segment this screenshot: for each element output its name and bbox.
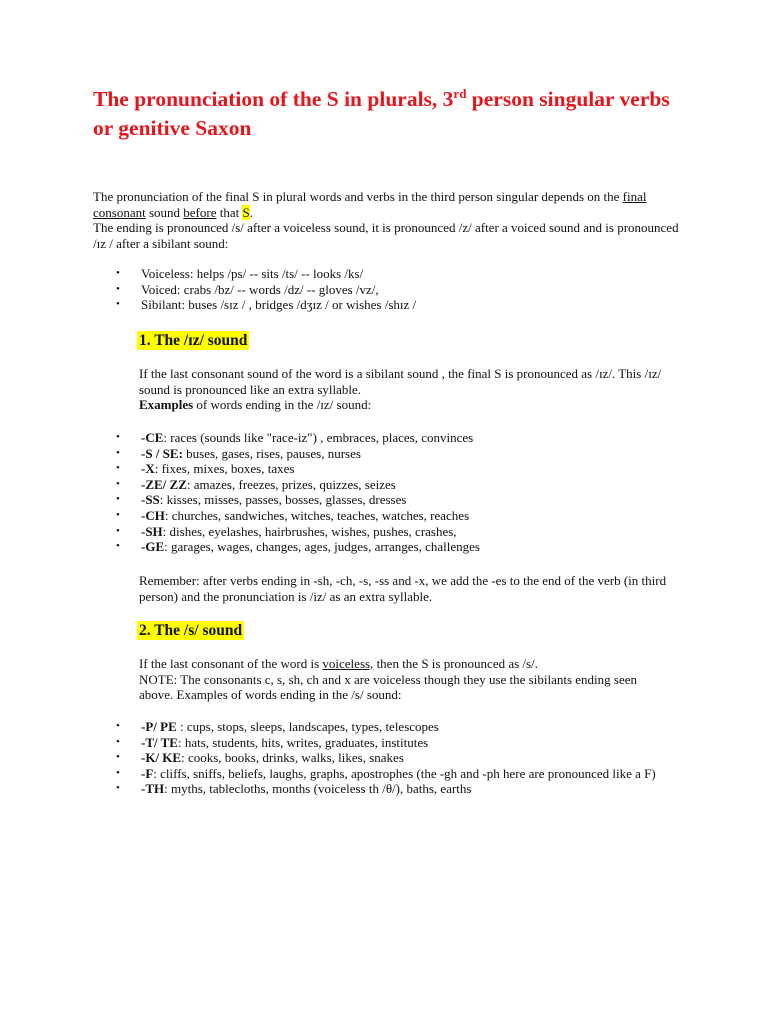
section-1-heading: 1. The /ɪz/ sound bbox=[139, 332, 248, 349]
list-item: • -X: fixes, mixes, boxes, taxes bbox=[116, 461, 676, 477]
list-item: • -CE: races (sounds like "race-iz") , embraces, places, convinces bbox=[116, 430, 676, 446]
list-item: • Voiced: crabs /bz/ -- words /dz/ -- gloves /vz/, bbox=[116, 282, 676, 298]
list-item: • -GE: garages, wages, changes, ages, judges, arranges, challenges bbox=[116, 539, 676, 555]
list-item: • -SH: dishes, eyelashes, hairbrushes, wishes, pushes, crashes, bbox=[116, 524, 676, 540]
title-superscript: rd bbox=[453, 86, 467, 101]
list-item: • -TH: myths, tablecloths, months (voiceless th /θ/), baths, earths bbox=[116, 781, 661, 797]
remember-note: Remember: after verbs ending in -sh, -ch, -s, -ss and -x, we add the -es to the end of the verb (in third person) and the pronunciation is /iz/ as an extra syllable. bbox=[139, 573, 667, 604]
list-item: • -K/ KE: cooks, books, drinks, walks, likes, snakes bbox=[116, 750, 661, 766]
intro-paragraph: The pronunciation of the final S in plural words and verbs in the third person singular depends on the final consonant sound before that S. The ending is pronounced /s/ after a voiceless sound, it is pronounced /z/ after a voiced sound and is pronounced /ɪz / after a sibilant sound: bbox=[93, 189, 679, 251]
highlighted-s: S bbox=[242, 204, 250, 220]
list-item: • -T/ TE: hats, students, hits, writes, graduates, institutes bbox=[116, 735, 661, 751]
underlined-voiceless: voiceless, bbox=[322, 656, 374, 671]
document-title bbox=[93, 86, 693, 142]
underlined-final-consonant: final consonant bbox=[93, 189, 647, 220]
list-item: • -ZE/ ZZ: amazes, freezes, prizes, quizzes, seizes bbox=[116, 477, 676, 493]
list-item: • -CH: churches, sandwiches, witches, teaches, watches, reaches bbox=[116, 508, 676, 524]
section-2-heading: 2. The /s/ sound bbox=[139, 622, 243, 639]
list-item: • Sibilant: buses /sɪz / , bridges /dʒɪz / or wishes /shɪz / bbox=[116, 297, 676, 313]
section-2-list bbox=[116, 719, 661, 797]
title-text: The pronunciation of the S in plurals, 3 bbox=[93, 87, 454, 111]
title-text-continued: person singular verbs or genitive Saxon bbox=[93, 87, 670, 140]
list-item: • -S / SE: buses, gases, rises, pauses, nurses bbox=[116, 446, 676, 462]
list-item: • -P/ PE : cups, stops, sleeps, landscapes, types, telescopes bbox=[116, 719, 661, 735]
underlined-before: before bbox=[183, 204, 217, 220]
list-item: • Voiceless: helps /ps/ -- sits /ts/ -- looks /ks/ bbox=[116, 266, 676, 282]
list-item: • -SS: kisses, misses, passes, bosses, glasses, dresses bbox=[116, 492, 676, 508]
section-1-list bbox=[116, 430, 676, 555]
section-1-paragraph: If the last consonant sound of the word is a sibilant sound , the final S is pronounced as /ɪz/. This /ɪz/ sound is pronounced like an extra syllable. Examples of words ending in the /ɪz/ sound: bbox=[139, 366, 662, 412]
intro-bullet-list bbox=[116, 266, 676, 313]
list-item: • -F: cliffs, sniffs, beliefs, laughs, graphs, apostrophes (the -gh and -ph here are pronounced like a F) bbox=[116, 766, 661, 782]
section-2-paragraph: If the last consonant of the word is voiceless, then the S is pronounced as /s/. NOTE: The consonants c, s, sh, ch and x are voiceless though they use the sibilants ending seen above. Examples of words ending in the /s/ sound: bbox=[139, 656, 637, 702]
